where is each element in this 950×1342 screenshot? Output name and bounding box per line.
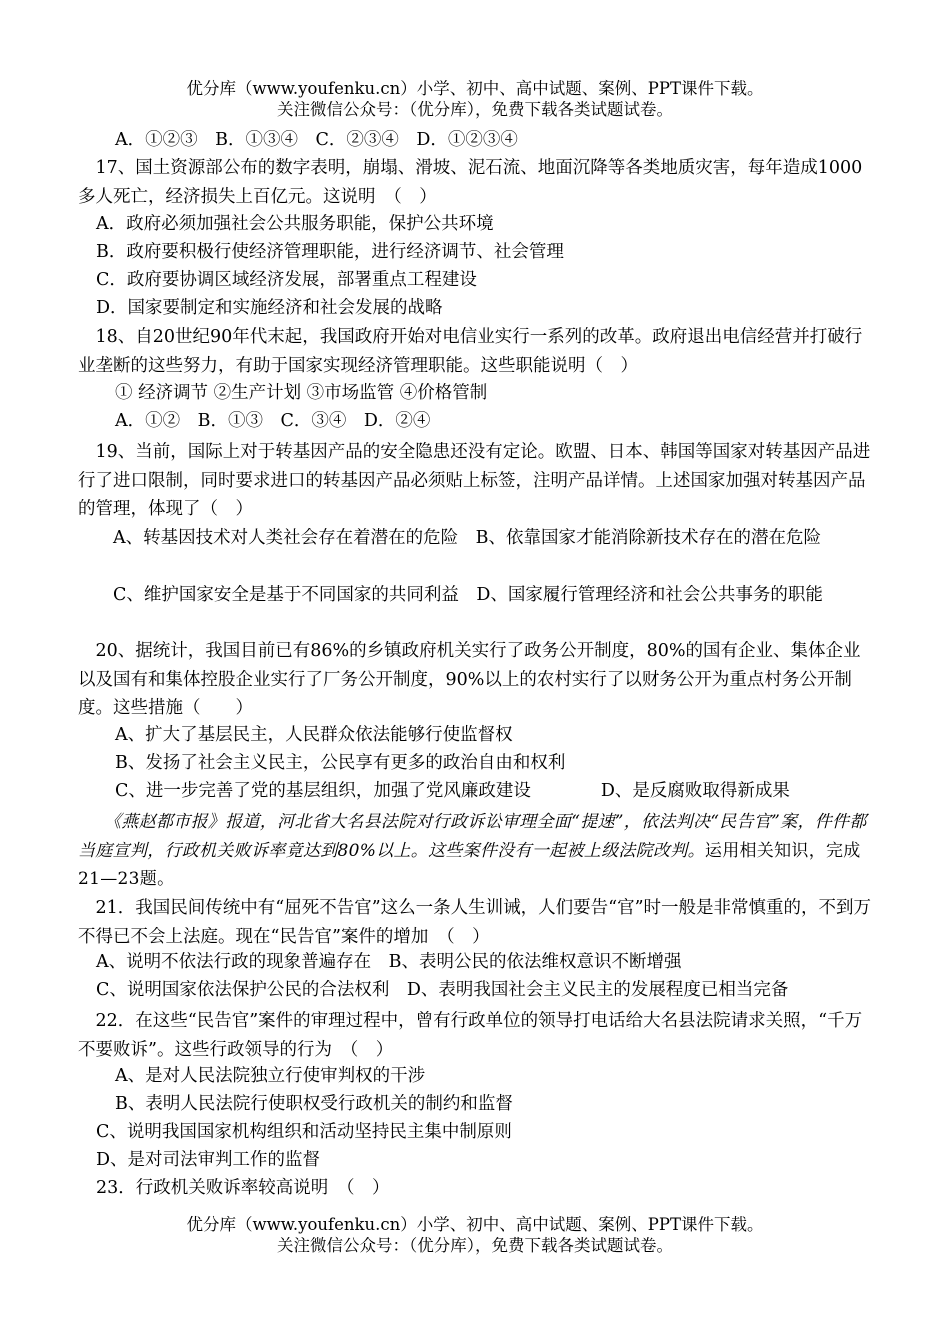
q19-options-ab: A、转基因技术对人类社会存在着潜在的危险 B、依靠国家才能消除新技术存在的潜在危险: [78, 528, 821, 548]
q20-stem: 20、据统计，我国目前已有86%的乡镇政府机关实行了政务公开制度，80%的国有企业、集体企业以及国有和集体控股企业实行了厂务公开制度，90%以上的农村实行了以财务公开为重点村务公开制度。这些措施（ ）: [78, 641, 861, 718]
q22-option-a: A、是对人民法院独立行使审判权的干涉: [115, 1066, 426, 1086]
footer-line-2: 关注微信公众号：（优分库），免费下载各类试题试卷。: [277, 1236, 673, 1255]
q17-option-c: C．政府要协调区域经济发展，部署重点工程建设: [96, 270, 477, 290]
q20-option-c: C、进一步完善了党的基层组织，加强了党风廉政建设: [115, 781, 531, 801]
q21-options-ab: A、说明不依法行政的现象普遍存在 B、表明公民的依法维权意识不断增强: [96, 952, 682, 972]
q18-options: A．①② B．①③ C．③④ D．②④: [115, 411, 431, 431]
q23-stem: 23．行政机关败诉率较高说明 （ ）: [96, 1178, 390, 1198]
q22-stem: 22．在这些“民告官”案件的审理过程中，曾有行政单位的领导打电话给大名县法院请求关照，“千万不要败诉”。这些行政领导的行为 （ ）: [78, 1011, 863, 1060]
q16-options: A．①②③ B．①③④ C．②③④ D．①②③④: [115, 130, 518, 150]
q20-options-cd: [115, 780, 790, 802]
q18-items: ① 经济调节 ②生产计划 ③市场监管 ④价格管制: [115, 383, 488, 403]
q17-option-b: B．政府要积极行使经济管理职能，进行经济调节、社会管理: [96, 242, 564, 262]
q17-option-a: A．政府必须加强社会公共服务职能，保护公共环境: [96, 214, 494, 234]
q20-option-d: D、是反腐败取得新成果: [600, 781, 790, 801]
q17-option-d: D．国家要制定和实施经济和社会发展的战略: [96, 298, 443, 318]
q21-options-cd: C、说明国家依法保护公民的合法权利 D、表明我国社会主义民主的发展程度已相当完备: [96, 980, 789, 1000]
passage-task: 运用相关知识，完成21—23题。: [78, 840, 861, 889]
q17-stem: 17、国土资源部公布的数字表明，崩塌、滑坡、泥石流、地面沉降等各类地质灾害，每年造成1000多人死亡，经济损失上百亿元。这说明 （ ）: [78, 158, 863, 207]
q19-options-cd: C、维护国家安全是基于不同国家的共同利益 D、国家履行管理经济和社会公共事务的职能: [78, 585, 823, 605]
q22-option-c: C、说明我国国家机构组织和活动坚持民主集中制原则: [96, 1122, 512, 1142]
q18-stem: 18、自20世纪90年代末起，我国政府开始对电信业实行一系列的改革。政府退出电信经营并打破行业垄断的这些努力，有助于国家实现经济管理职能。这些职能说明（ ）: [78, 327, 863, 376]
header-line-1: 优分库（www.youfenku.cn）小学、初中、高中试题、案例、PPT课件下载。: [186, 79, 764, 98]
header-line-2: 关注微信公众号：（优分库），免费下载各类试题试卷。: [277, 100, 673, 119]
passage: [78, 808, 874, 894]
q21-stem: 21．我国民间传统中有“屈死不告官”这么一条人生训诫，人们要告“官”时一般是非常慎重的，不到万不得已不会上法庭。现在“民告官”案件的增加 （ ）: [78, 898, 872, 947]
q20-option-a: A、扩大了基层民主，人民群众依法能够行使监督权: [115, 725, 513, 745]
q22-option-d: D、是对司法审判工作的监督: [96, 1150, 321, 1170]
q19-stem: 19、当前，国际上对于转基因产品的安全隐患还没有定论。欧盟、日本、韩国等国家对转基因产品进行了进口限制，同时要求进口的转基因产品必须贴上标签，注明产品详情。上述国家加强对转基因产品的管理，体现了（ ）: [78, 442, 871, 519]
footer-line-1: 优分库（www.youfenku.cn）小学、初中、高中试题、案例、PPT课件下载。: [186, 1215, 764, 1234]
q20-option-b: B、发扬了社会主义民主，公民享有更多的政治自由和权利: [115, 753, 566, 773]
q22-option-b: B、表明人民法院行使职权受行政机关的制约和监督: [115, 1094, 513, 1114]
passage-text: 《燕赵都市报》报道，河北省大名县法院对行政诉讼审理全面“提速”，依法判决“民告官”案，件件都当庭宣判，行政机关败诉率竟达到80%以上。这些案件没有一起被上级法院改判。: [78, 812, 867, 861]
